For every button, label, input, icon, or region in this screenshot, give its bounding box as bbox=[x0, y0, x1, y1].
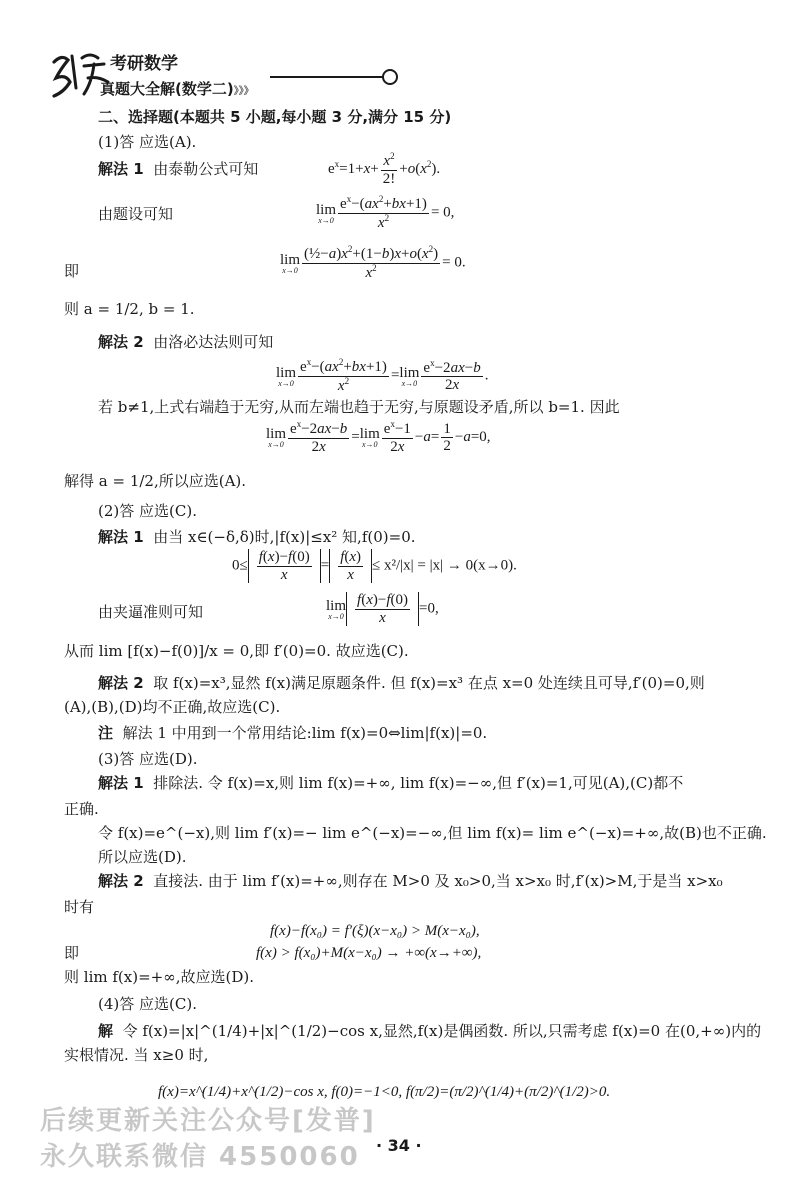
page-number: · 34 · bbox=[376, 1136, 422, 1155]
q1-given-label: 由题设可知 bbox=[98, 205, 174, 223]
q3-method2: 解法 2 直接法. 由于 lim f′(x)=+∞,则存在 M>0 及 x₀>0,当 x>x₀ 时,f′(x)>M,于是当 x>x₀ bbox=[98, 872, 723, 890]
q1-ji-limit: lim x→0 $\frac{(\frac{1}{2}-a)x^2+(1-b)x+o(x^2)}{x^2}$ = 0. bbox=[280, 244, 466, 281]
q2-inequality: 0≤ $\frac{f(x)-f(0)}{x}$ = $\frac{f(x)}{x}$ ≤ x²/|x| = |x| → 0(x→0). bbox=[232, 549, 517, 583]
header-circle-ornament bbox=[382, 69, 398, 85]
q2-method1: 解法 1 由当 x∈(−δ,δ)时,|f(x)|≤x² 知,f(0)=0. bbox=[98, 528, 416, 546]
q2-method2-cont: (A),(B),(D)均不正确,故应选(C). bbox=[64, 698, 281, 716]
section-title: 二、选择题(本题共 5 小题,每小题 3 分,满分 15 分) bbox=[98, 108, 452, 126]
q3-eq1: f(x)−f(x₀) = f′(ξ)(x−x₀) > M(x−x₀), bbox=[270, 923, 480, 939]
q3-line3: 所以应选(D). bbox=[98, 848, 187, 866]
q3-method1-cont: 正确. bbox=[64, 800, 99, 818]
watermark-line-2: 永久联系微信 4550060 bbox=[40, 1142, 360, 1172]
q3-line2: 令 f(x)=e^(−x),则 lim f′(x)=− lim e^(−x)=−∞,但 lim f(x)= lim e^(−x)=+∞,故(B)也不正确. bbox=[98, 824, 767, 842]
q1-result: 解得 a = 1/2,所以应选(A). bbox=[64, 472, 247, 490]
q2-note: 注 解法 1 中用到一个常用结论:lim f(x)=0⇔lim|f(x)|=0. bbox=[98, 724, 488, 742]
q2-squeeze-label: 由夹逼准则可知 bbox=[98, 603, 204, 621]
q1-conclusion: 则 a = 1/2, b = 1. bbox=[64, 300, 195, 318]
book-subtitle: 真题大全解(数学二)》》》 bbox=[100, 80, 254, 98]
q1-final-eq: lim x→0 $\frac{e^x-2ax-b}{2x}$ =lim x→0 $\frac{e^x-1}{2x}$ −a= $\frac{1}{2}$ −a=0, bbox=[266, 419, 491, 455]
q1-method2: 解法 2 由洛必达法则可知 bbox=[98, 333, 274, 351]
q4-answer: (4)答 应选(C). bbox=[98, 995, 197, 1013]
q1-ji-label: 即 bbox=[64, 262, 80, 280]
q3-method1: 解法 1 排除法. 令 f(x)=x,则 lim f(x)=+∞, lim f(x)=−∞,但 f′(x)=1,可见(A),(C)都不 bbox=[98, 774, 684, 792]
q1-lhopital-eq: lim x→0 $\frac{e^x-(ax^2+bx+1)}{x^2}$ =lim x→0 $\frac{e^x-2ax-b}{2x}$ . bbox=[276, 357, 489, 394]
q4-method: 解 令 f(x)=|x|^(1/4)+|x|^(1/2)−cos x,显然,f(x)是偶函数. 所以,只需考虑 f(x)=0 在(0,+∞)内的 bbox=[98, 1022, 762, 1040]
q1-answer: (1)答 应选(A). bbox=[98, 133, 197, 151]
q3-ji-label: 即 bbox=[64, 944, 80, 962]
q4-eq: f(x)=x^(1/4)+x^(1/2)−cos x, f(0)=−1<0, f(π/2)=(π/2)^(1/4)+(π/2)^(1/2)>0. bbox=[158, 1084, 611, 1100]
q2-method2: 解法 2 取 f(x)=x³,显然 f(x)满足原题条件. 但 f(x)=x³ 在点 x=0 处连续且可导,f′(0)=0,则 bbox=[98, 674, 705, 692]
q4-method-cont: 实根情况. 当 x≥0 时, bbox=[64, 1046, 209, 1064]
q3-conclusion: 则 lim f(x)=+∞,故应选(D). bbox=[64, 968, 254, 986]
watermark-line-1: 后续更新关注公众号[发普] bbox=[40, 1106, 376, 1136]
book-series-title: 考研数学 bbox=[110, 54, 178, 74]
q1-taylor-formula: $e^x=1+x+$ $\frac{x^2}{2!}$ $+o(x^2)$. bbox=[328, 151, 441, 187]
q2-conclusion: 从而 lim [f(x)−f(0)]/x = 0,即 f′(0)=0. 故应选(C). bbox=[64, 642, 409, 660]
q3-eq2: f(x) > f(x₀)+M(x−x₀) → +∞(x→+∞), bbox=[256, 945, 482, 961]
header-rule bbox=[270, 76, 384, 78]
q1-given-limit: lim x→0 $\frac{e^x-(ax^2+bx+1)}{x^2}$ = 0, bbox=[316, 194, 455, 231]
q2-squeeze-eq: lim x→0 $\frac{f(x)-f(0)}{x}$ =0, bbox=[326, 592, 439, 626]
q2-answer: (2)答 应选(C). bbox=[98, 502, 197, 520]
q3-method2-cont: 时有 bbox=[64, 898, 95, 916]
q1-method1: 解法 1 由泰勒公式可知 bbox=[98, 160, 259, 178]
q1-lhopital-note: 若 b≠1,上式右端趋于无穷,从而左端也趋于无穷,与原题设矛盾,所以 b=1. 因此 bbox=[98, 398, 620, 416]
q3-answer: (3)答 应选(D). bbox=[98, 750, 198, 768]
